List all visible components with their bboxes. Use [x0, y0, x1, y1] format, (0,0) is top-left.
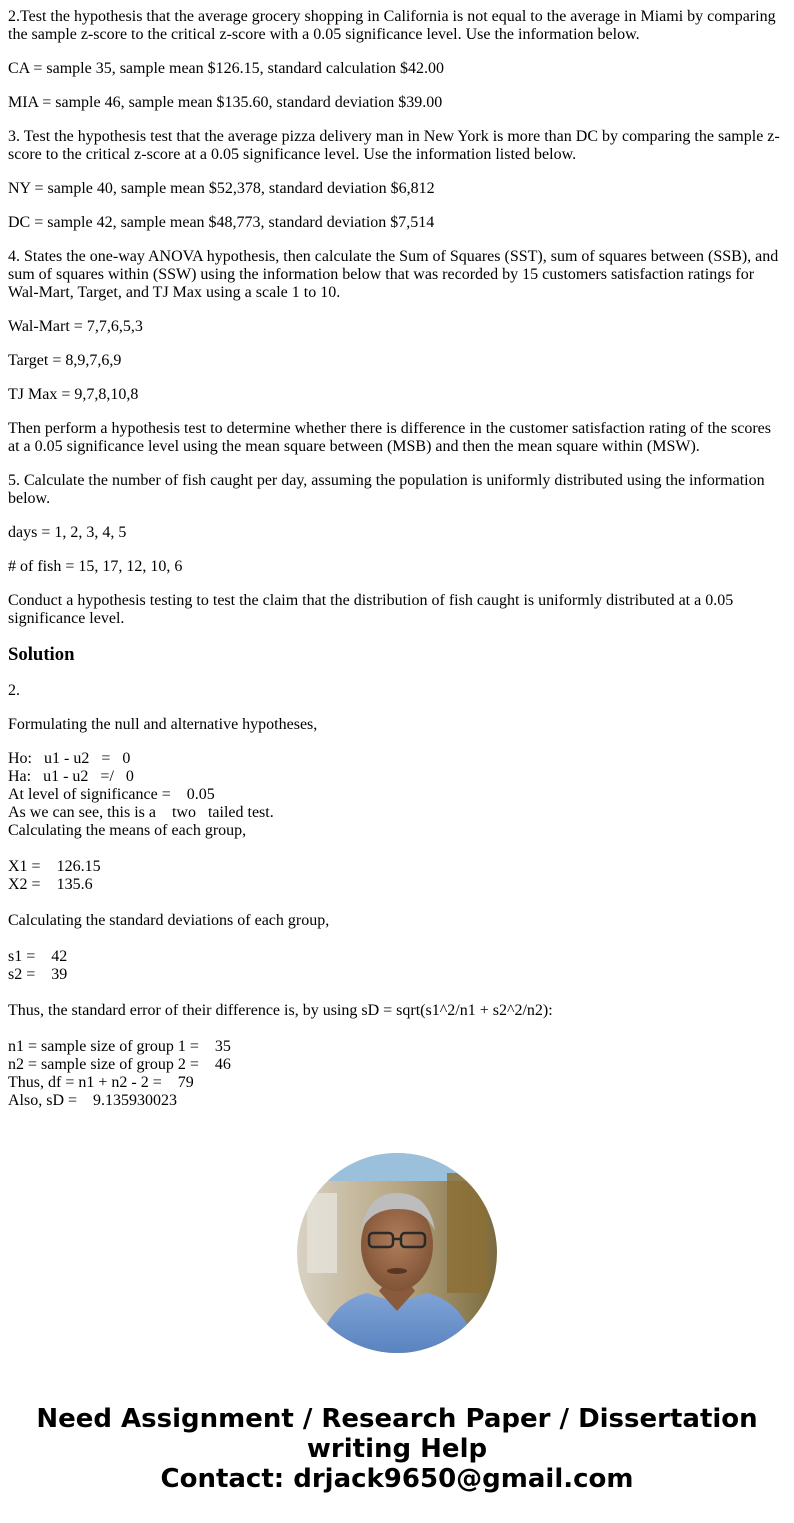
- question-3-dc-data: DC = sample 42, sample mean $48,773, standard deviation $7,514: [8, 214, 435, 231]
- question-4-test: Then perform a hypothesis test to determine whether there is difference in the customer satisfaction rating of the scores at a 0.05 significance level using the mean square between (MSB) and then the mean square within (MSW).: [8, 420, 771, 455]
- std-s1: s1 = 42: [8, 948, 68, 965]
- std-heading: Calculating the standard deviations of each group,: [8, 912, 330, 929]
- solution-formulating: Formulating the null and alternative hypotheses,: [8, 716, 318, 733]
- alt-hypothesis: Ha: u1 - u2 =/ 0: [8, 768, 134, 785]
- question-5-intro: 5. Calculate the number of fish caught per day, assuming the population is uniformly distributed using the information below.: [8, 472, 765, 507]
- avatar: [297, 1153, 497, 1353]
- footer-line-1: Need Assignment / Research Paper / Dissertation: [36, 1404, 758, 1434]
- std-error-text: Thus, the standard error of their difference is, by using sD = sqrt(s1^2/n1 + s2^2/n2):: [8, 1002, 553, 1019]
- means-heading: Calculating the means of each group,: [8, 822, 247, 839]
- footer-line-2: writing Help: [306, 1434, 488, 1464]
- footer-contact: Contact: drjack9650@gmail.com: [160, 1464, 634, 1494]
- question-5-test: Conduct a hypothesis testing to test the claim that the distribution of fish caught is uniformly distributed at a 0.05 significance level.: [8, 592, 734, 627]
- question-3-ny-data: NY = sample 40, sample mean $52,378, standard deviation $6,812: [8, 180, 435, 197]
- hypotheses-block: [8, 750, 786, 840]
- question-2-ca-data: CA = sample 35, sample mean $126.15, standard calculation $42.00: [8, 60, 445, 77]
- solution-heading: Solution: [8, 644, 75, 665]
- footer-banner: [0, 1404, 794, 1494]
- solution-number: 2.: [8, 682, 20, 699]
- mean-x2: X2 = 135.6: [8, 876, 93, 893]
- df-line: Thus, df = n1 + n2 - 2 = 79: [8, 1074, 194, 1091]
- avatar-photo: [297, 1153, 497, 1353]
- question-3-intro: 3. Test the hypothesis test that the average pizza delivery man in New York is more than DC by comparing the sample z-score to the critical z-score at a 0.05 significance level. Use the information listed below.: [8, 128, 780, 163]
- means-block: [8, 858, 786, 894]
- std-s2: s2 = 39: [8, 966, 68, 983]
- n1-line: n1 = sample size of group 1 = 35: [8, 1038, 231, 1055]
- sample-size-block: [8, 1038, 786, 1110]
- null-hypothesis: Ho: u1 - u2 = 0: [8, 750, 131, 767]
- question-4-intro: 4. States the one-way ANOVA hypothesis, then calculate the Sum of Squares (SST), sum of squares between (SSB), and sum of squares within (SSW) using the information below that was recorded by 15 customers satisfaction ratings for Wal-Mart, Target, and TJ Max using a scale 1 to 10.: [8, 248, 779, 301]
- question-4-tjmax-data: TJ Max = 9,7,8,10,8: [8, 386, 139, 403]
- question-5-fish-data: # of fish = 15, 17, 12, 10, 6: [8, 558, 183, 575]
- question-4-target-data: Target = 8,9,7,6,9: [8, 352, 122, 369]
- sd-line: Also, sD = 9.135930023: [8, 1092, 178, 1109]
- question-4-walmart-data: Wal-Mart = 7,7,6,5,3: [8, 318, 143, 335]
- n2-line: n2 = sample size of group 2 = 46: [8, 1056, 231, 1073]
- std-block: [8, 948, 786, 984]
- question-2-intro: 2.Test the hypothesis that the average grocery shopping in California is not equal to the average in Miami by comparing the sample z-score to the critical z-score with a 0.05 significance level. Use the information below.: [8, 8, 776, 43]
- test-type: As we can see, this is a two tailed test.: [8, 804, 274, 821]
- mean-x1: X1 = 126.15: [8, 858, 101, 875]
- question-2-mia-data: MIA = sample 46, sample mean $135.60, standard deviation $39.00: [8, 94, 443, 111]
- significance-level: At level of significance = 0.05: [8, 786, 215, 803]
- question-5-days-data: days = 1, 2, 3, 4, 5: [8, 524, 127, 541]
